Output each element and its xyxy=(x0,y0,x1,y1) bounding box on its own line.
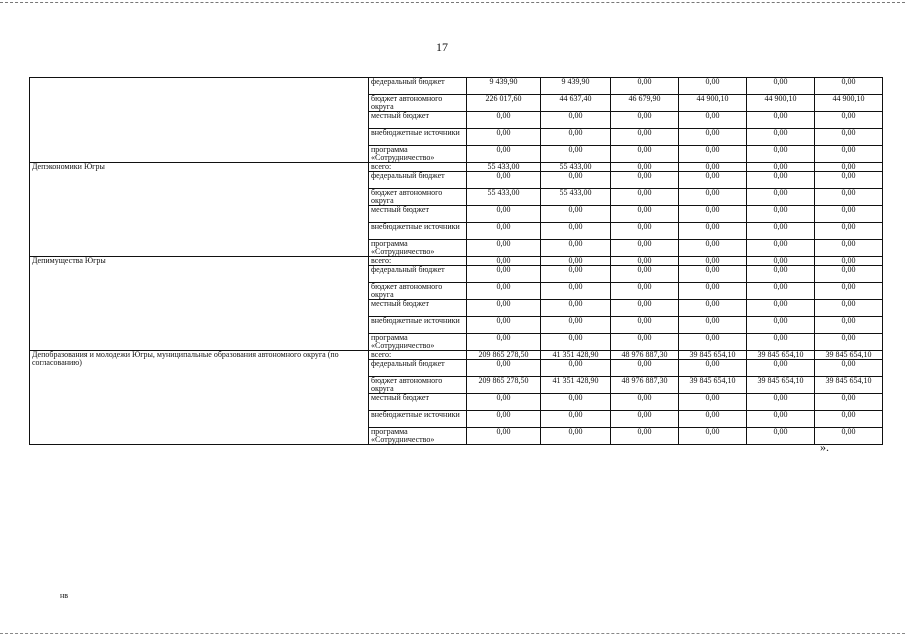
amount-cell: 0,00 xyxy=(467,266,541,283)
funding-source-cell: местный бюджет xyxy=(369,300,467,317)
amount-cell: 0,00 xyxy=(541,300,611,317)
amount-cell: 55 433,00 xyxy=(467,189,541,206)
funding-source-cell: местный бюджет xyxy=(369,394,467,411)
table-row xyxy=(30,257,883,266)
amount-cell: 0,00 xyxy=(747,428,815,445)
funding-source-cell: программа «Сотрудничество» xyxy=(369,240,467,257)
funding-source-cell: внебюджетные источники xyxy=(369,129,467,146)
responsible-org-cell xyxy=(30,78,369,163)
amount-cell: 0,00 xyxy=(747,257,815,266)
amount-cell: 41 351 428,90 xyxy=(541,351,611,360)
amount-cell: 0,00 xyxy=(611,334,679,351)
amount-cell: 48 976 887,30 xyxy=(611,377,679,394)
funding-source-cell: федеральный бюджет xyxy=(369,266,467,283)
amount-cell: 0,00 xyxy=(611,317,679,334)
budget-table-body xyxy=(30,78,883,445)
amount-cell: 55 433,00 xyxy=(541,163,611,172)
amount-cell: 0,00 xyxy=(815,206,883,223)
amount-cell: 0,00 xyxy=(541,266,611,283)
amount-cell: 0,00 xyxy=(747,78,815,95)
responsible-org-cell: Депимущества Югры xyxy=(30,257,369,351)
funding-source-cell: внебюджетные источники xyxy=(369,317,467,334)
amount-cell: 0,00 xyxy=(747,163,815,172)
amount-cell: 0,00 xyxy=(679,172,747,189)
amount-cell: 0,00 xyxy=(747,146,815,163)
amount-cell: 39 845 654,10 xyxy=(815,377,883,394)
amount-cell: 0,00 xyxy=(467,428,541,445)
funding-source-cell: всего: xyxy=(369,163,467,172)
amount-cell: 0,00 xyxy=(679,223,747,240)
amount-cell: 0,00 xyxy=(467,112,541,129)
amount-cell: 0,00 xyxy=(541,146,611,163)
amount-cell: 0,00 xyxy=(611,78,679,95)
amount-cell: 0,00 xyxy=(467,223,541,240)
amount-cell: 55 433,00 xyxy=(541,189,611,206)
funding-source-cell: бюджет автономного округа xyxy=(369,95,467,112)
amount-cell: 0,00 xyxy=(747,317,815,334)
amount-cell: 0,00 xyxy=(815,334,883,351)
amount-cell: 0,00 xyxy=(611,172,679,189)
amount-cell: 39 845 654,10 xyxy=(679,377,747,394)
amount-cell: 0,00 xyxy=(679,283,747,300)
amount-cell: 0,00 xyxy=(679,189,747,206)
page-number: 17 xyxy=(436,40,448,54)
amount-cell: 0,00 xyxy=(679,129,747,146)
amount-cell: 0,00 xyxy=(679,317,747,334)
amount-cell: 44 637,40 xyxy=(541,95,611,112)
amount-cell: 209 865 278,50 xyxy=(467,377,541,394)
funding-source-cell: всего: xyxy=(369,257,467,266)
scan-bottom-edge xyxy=(0,633,905,634)
amount-cell: 0,00 xyxy=(815,172,883,189)
amount-cell: 0,00 xyxy=(747,394,815,411)
amount-cell: 226 017,60 xyxy=(467,95,541,112)
amount-cell: 0,00 xyxy=(467,317,541,334)
amount-cell: 0,00 xyxy=(679,146,747,163)
amount-cell: 44 900,10 xyxy=(679,95,747,112)
amount-cell: 0,00 xyxy=(467,206,541,223)
amount-cell: 0,00 xyxy=(541,411,611,428)
responsible-org-cell: Депобразования и молодежи Югры, муниципальные образования автономного округа (по согласованию) xyxy=(30,351,369,445)
funding-source-cell: федеральный бюджет xyxy=(369,78,467,95)
amount-cell: 0,00 xyxy=(747,266,815,283)
amount-cell: 0,00 xyxy=(467,411,541,428)
amount-cell: 0,00 xyxy=(611,146,679,163)
amount-cell: 0,00 xyxy=(747,240,815,257)
table-row xyxy=(30,78,883,95)
funding-source-cell: федеральный бюджет xyxy=(369,172,467,189)
amount-cell: 0,00 xyxy=(747,223,815,240)
amount-cell: 0,00 xyxy=(815,112,883,129)
amount-cell: 0,00 xyxy=(747,360,815,377)
amount-cell: 0,00 xyxy=(611,129,679,146)
amount-cell: 209 865 278,50 xyxy=(467,351,541,360)
amount-cell: 0,00 xyxy=(541,334,611,351)
amount-cell: 0,00 xyxy=(815,266,883,283)
amount-cell: 0,00 xyxy=(467,360,541,377)
amount-cell: 0,00 xyxy=(679,163,747,172)
amount-cell: 0,00 xyxy=(541,223,611,240)
amount-cell: 0,00 xyxy=(815,317,883,334)
amount-cell: 0,00 xyxy=(679,206,747,223)
amount-cell: 0,00 xyxy=(815,146,883,163)
amount-cell: 0,00 xyxy=(541,172,611,189)
amount-cell: 0,00 xyxy=(747,129,815,146)
amount-cell: 0,00 xyxy=(815,300,883,317)
amount-cell: 0,00 xyxy=(747,334,815,351)
amount-cell: 0,00 xyxy=(611,411,679,428)
funding-source-cell: программа «Сотрудничество» xyxy=(369,146,467,163)
responsible-org-cell: Депэкономики Югры xyxy=(30,163,369,257)
amount-cell: 0,00 xyxy=(467,283,541,300)
amount-cell: 44 900,10 xyxy=(747,95,815,112)
table-row xyxy=(30,351,883,360)
amount-cell: 9 439,90 xyxy=(467,78,541,95)
amount-cell: 0,00 xyxy=(747,189,815,206)
amount-cell: 44 900,10 xyxy=(815,95,883,112)
amount-cell: 0,00 xyxy=(611,428,679,445)
amount-cell: 0,00 xyxy=(467,257,541,266)
amount-cell: 0,00 xyxy=(679,257,747,266)
amount-cell: 0,00 xyxy=(679,78,747,95)
amount-cell: 0,00 xyxy=(679,428,747,445)
amount-cell: 0,00 xyxy=(747,206,815,223)
amount-cell: 0,00 xyxy=(815,223,883,240)
amount-cell: 0,00 xyxy=(747,172,815,189)
funding-source-cell: федеральный бюджет xyxy=(369,360,467,377)
amount-cell: 0,00 xyxy=(611,112,679,129)
funding-source-cell: местный бюджет xyxy=(369,112,467,129)
amount-cell: 0,00 xyxy=(541,317,611,334)
amount-cell: 0,00 xyxy=(815,189,883,206)
amount-cell: 0,00 xyxy=(611,240,679,257)
funding-source-cell: всего: xyxy=(369,351,467,360)
amount-cell: 0,00 xyxy=(467,394,541,411)
footer-code: нв xyxy=(60,591,69,600)
funding-source-cell: внебюджетные источники xyxy=(369,223,467,240)
amount-cell: 48 976 887,30 xyxy=(611,351,679,360)
amount-cell: 0,00 xyxy=(815,257,883,266)
amount-cell: 0,00 xyxy=(611,189,679,206)
amount-cell: 0,00 xyxy=(679,300,747,317)
amount-cell: 0,00 xyxy=(541,360,611,377)
amount-cell: 0,00 xyxy=(541,206,611,223)
amount-cell: 39 845 654,10 xyxy=(815,351,883,360)
amount-cell: 0,00 xyxy=(747,283,815,300)
amount-cell: 0,00 xyxy=(541,394,611,411)
amount-cell: 0,00 xyxy=(467,300,541,317)
amount-cell: 0,00 xyxy=(541,129,611,146)
amount-cell: 0,00 xyxy=(815,78,883,95)
amount-cell: 0,00 xyxy=(679,394,747,411)
amount-cell: 39 845 654,10 xyxy=(747,351,815,360)
amount-cell: 0,00 xyxy=(541,112,611,129)
amount-cell: 0,00 xyxy=(815,428,883,445)
amount-cell: 39 845 654,10 xyxy=(679,351,747,360)
amount-cell: 0,00 xyxy=(747,300,815,317)
amount-cell: 0,00 xyxy=(611,266,679,283)
amount-cell: 0,00 xyxy=(611,257,679,266)
funding-source-cell: бюджет автономного округа xyxy=(369,377,467,394)
amount-cell: 0,00 xyxy=(541,240,611,257)
amount-cell: 0,00 xyxy=(467,172,541,189)
amount-cell: 0,00 xyxy=(611,283,679,300)
amount-cell: 0,00 xyxy=(815,283,883,300)
amount-cell: 0,00 xyxy=(679,411,747,428)
amount-cell: 0,00 xyxy=(467,334,541,351)
budget-table xyxy=(29,77,883,445)
funding-source-cell: внебюджетные источники xyxy=(369,411,467,428)
amount-cell: 0,00 xyxy=(815,163,883,172)
funding-source-cell: бюджет автономного округа xyxy=(369,283,467,300)
amount-cell: 0,00 xyxy=(611,206,679,223)
amount-cell: 0,00 xyxy=(679,266,747,283)
amount-cell: 0,00 xyxy=(679,360,747,377)
amount-cell: 0,00 xyxy=(815,411,883,428)
amount-cell: 0,00 xyxy=(679,334,747,351)
amount-cell: 0,00 xyxy=(747,112,815,129)
amount-cell: 0,00 xyxy=(467,240,541,257)
amount-cell: 0,00 xyxy=(541,428,611,445)
amount-cell: 39 845 654,10 xyxy=(747,377,815,394)
closing-quote: ». xyxy=(820,440,829,454)
amount-cell: 0,00 xyxy=(679,240,747,257)
amount-cell: 0,00 xyxy=(815,394,883,411)
funding-source-cell: местный бюджет xyxy=(369,206,467,223)
table-row xyxy=(30,163,883,172)
amount-cell: 0,00 xyxy=(611,300,679,317)
amount-cell: 0,00 xyxy=(815,129,883,146)
amount-cell: 0,00 xyxy=(611,223,679,240)
funding-source-cell: бюджет автономного округа xyxy=(369,189,467,206)
amount-cell: 46 679,90 xyxy=(611,95,679,112)
funding-source-cell: программа «Сотрудничество» xyxy=(369,428,467,445)
amount-cell: 55 433,00 xyxy=(467,163,541,172)
amount-cell: 0,00 xyxy=(815,240,883,257)
amount-cell: 0,00 xyxy=(467,129,541,146)
amount-cell: 0,00 xyxy=(815,360,883,377)
amount-cell: 9 439,90 xyxy=(541,78,611,95)
amount-cell: 0,00 xyxy=(541,257,611,266)
scan-top-edge xyxy=(0,2,905,3)
amount-cell: 0,00 xyxy=(747,411,815,428)
amount-cell: 0,00 xyxy=(541,283,611,300)
amount-cell: 41 351 428,90 xyxy=(541,377,611,394)
amount-cell: 0,00 xyxy=(611,163,679,172)
funding-source-cell: программа «Сотрудничество» xyxy=(369,334,467,351)
amount-cell: 0,00 xyxy=(611,360,679,377)
amount-cell: 0,00 xyxy=(679,112,747,129)
amount-cell: 0,00 xyxy=(467,146,541,163)
amount-cell: 0,00 xyxy=(611,394,679,411)
